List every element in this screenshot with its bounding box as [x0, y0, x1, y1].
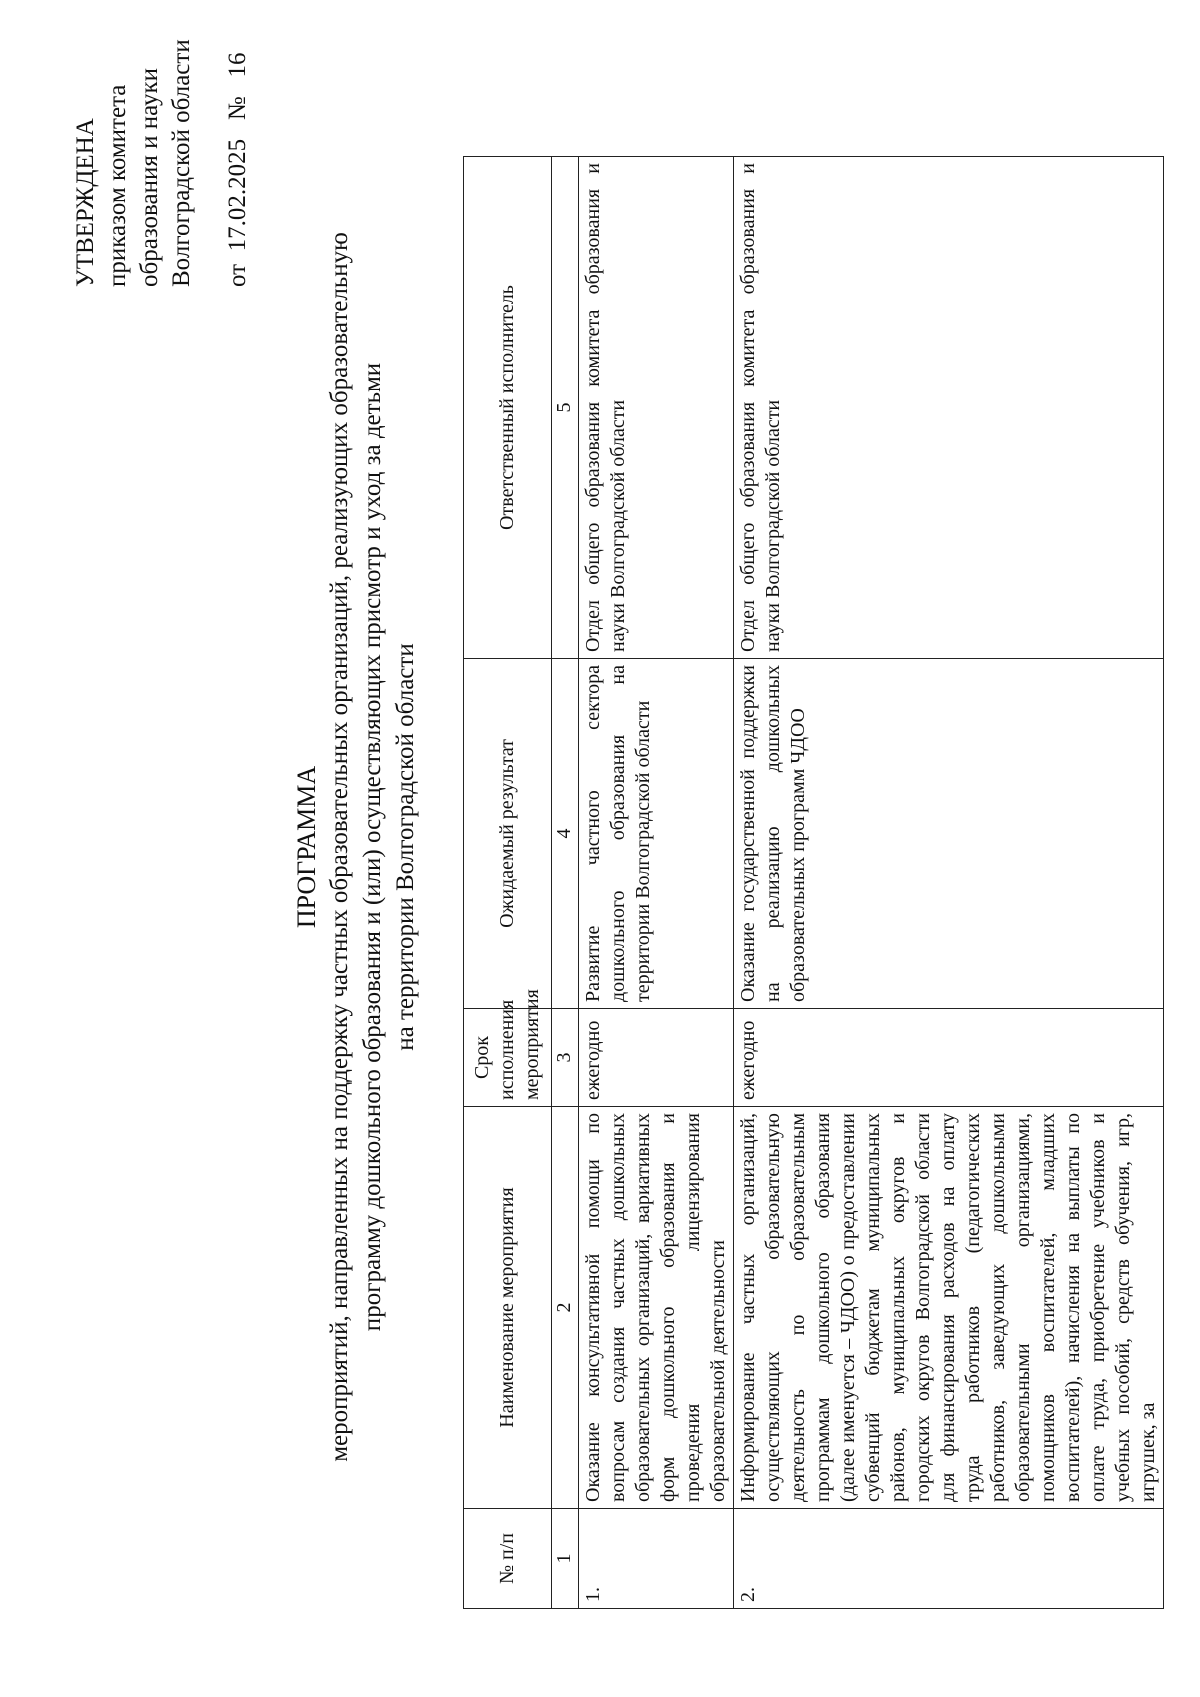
table-row: [734, 157, 1164, 1609]
header-cell-term: Срок исполнения мероприятия: [464, 1009, 552, 1107]
approval-line: приказом комитета: [104, 84, 131, 287]
program-heading: ПРОГРАММА: [292, 765, 321, 929]
header-cell-number: № п/п: [464, 1509, 552, 1609]
approval-line: Волгоградской области: [168, 39, 195, 287]
row-result: Оказание государственной поддержки на реализацию дошкольных образовательных программ ЧДОО: [734, 659, 1164, 1009]
program-title: [290, 147, 422, 1547]
approval-line: образования и науки: [136, 68, 163, 287]
column-number: 3: [552, 1009, 579, 1107]
row-name: Информирование частных организаций, осуществляющих образовательную деятельность по образовательным программам дошкольного образования (далее именуется – ЧДОО) о предоставлении субвенций бюджетам муниципальных районов, муниципальных округов и городских округов Волгоградской области для финансирования расходов на оплату труда работников (педагогических работников, заведующих дошкольными образовательными организациями, помощников воспитателей, младших воспитателей), начисления на выплаты по оплате труда, приобретение учебников и учебных пособий, средств обучения, игр, игрушек, за: [734, 1107, 1164, 1509]
header-cell-name: Наименование мероприятия: [464, 1107, 552, 1509]
title-line: мероприятий, направленных на поддержку частных образовательных организаций, реализующих образовательную: [326, 232, 353, 1462]
column-number: 1: [552, 1509, 579, 1609]
row-number: 2.: [734, 1509, 1164, 1609]
row-number: 1.: [579, 1509, 734, 1609]
approval-line: УТВЕРЖДЕНА: [72, 118, 99, 287]
title-line: программу дошкольного образования и (или) осуществляющих присмотр и уход за детьми: [359, 362, 386, 1332]
row-name: Оказание консультативной помощи по вопросам создания частных дошкольных образовательных организаций, вариативных форм дошкольного образования и проведения лицензирования образовательной деятельности: [579, 1107, 734, 1509]
header-cell-executor: Ответственный исполнитель: [464, 157, 552, 659]
column-number: 2: [552, 1107, 579, 1509]
row-result: Развитие частного сектора дошкольного образования на территории Волгоградской области: [579, 659, 734, 1009]
row-term: ежегодно: [579, 1009, 734, 1107]
column-number-row: [552, 157, 579, 1609]
approval-date: от 17.02.2025 № 16: [224, 52, 251, 287]
column-number: 5: [552, 157, 579, 659]
column-number: 4: [552, 659, 579, 1009]
approval-stamp: [70, 39, 254, 287]
program-table: [463, 156, 1164, 1609]
row-executor: Отдел общего образования комитета образования и науки Волгоградской области: [579, 157, 734, 659]
row-term: ежегодно: [734, 1009, 1164, 1107]
header-cell-result: Ожидаемый результат: [464, 659, 552, 1009]
table-header-row: [464, 157, 552, 1609]
title-line: на территории Волгоградской области: [392, 643, 419, 1051]
table-row: [579, 157, 734, 1609]
row-executor: Отдел общего образования комитета образования и науки Волгоградской области: [734, 157, 1164, 659]
